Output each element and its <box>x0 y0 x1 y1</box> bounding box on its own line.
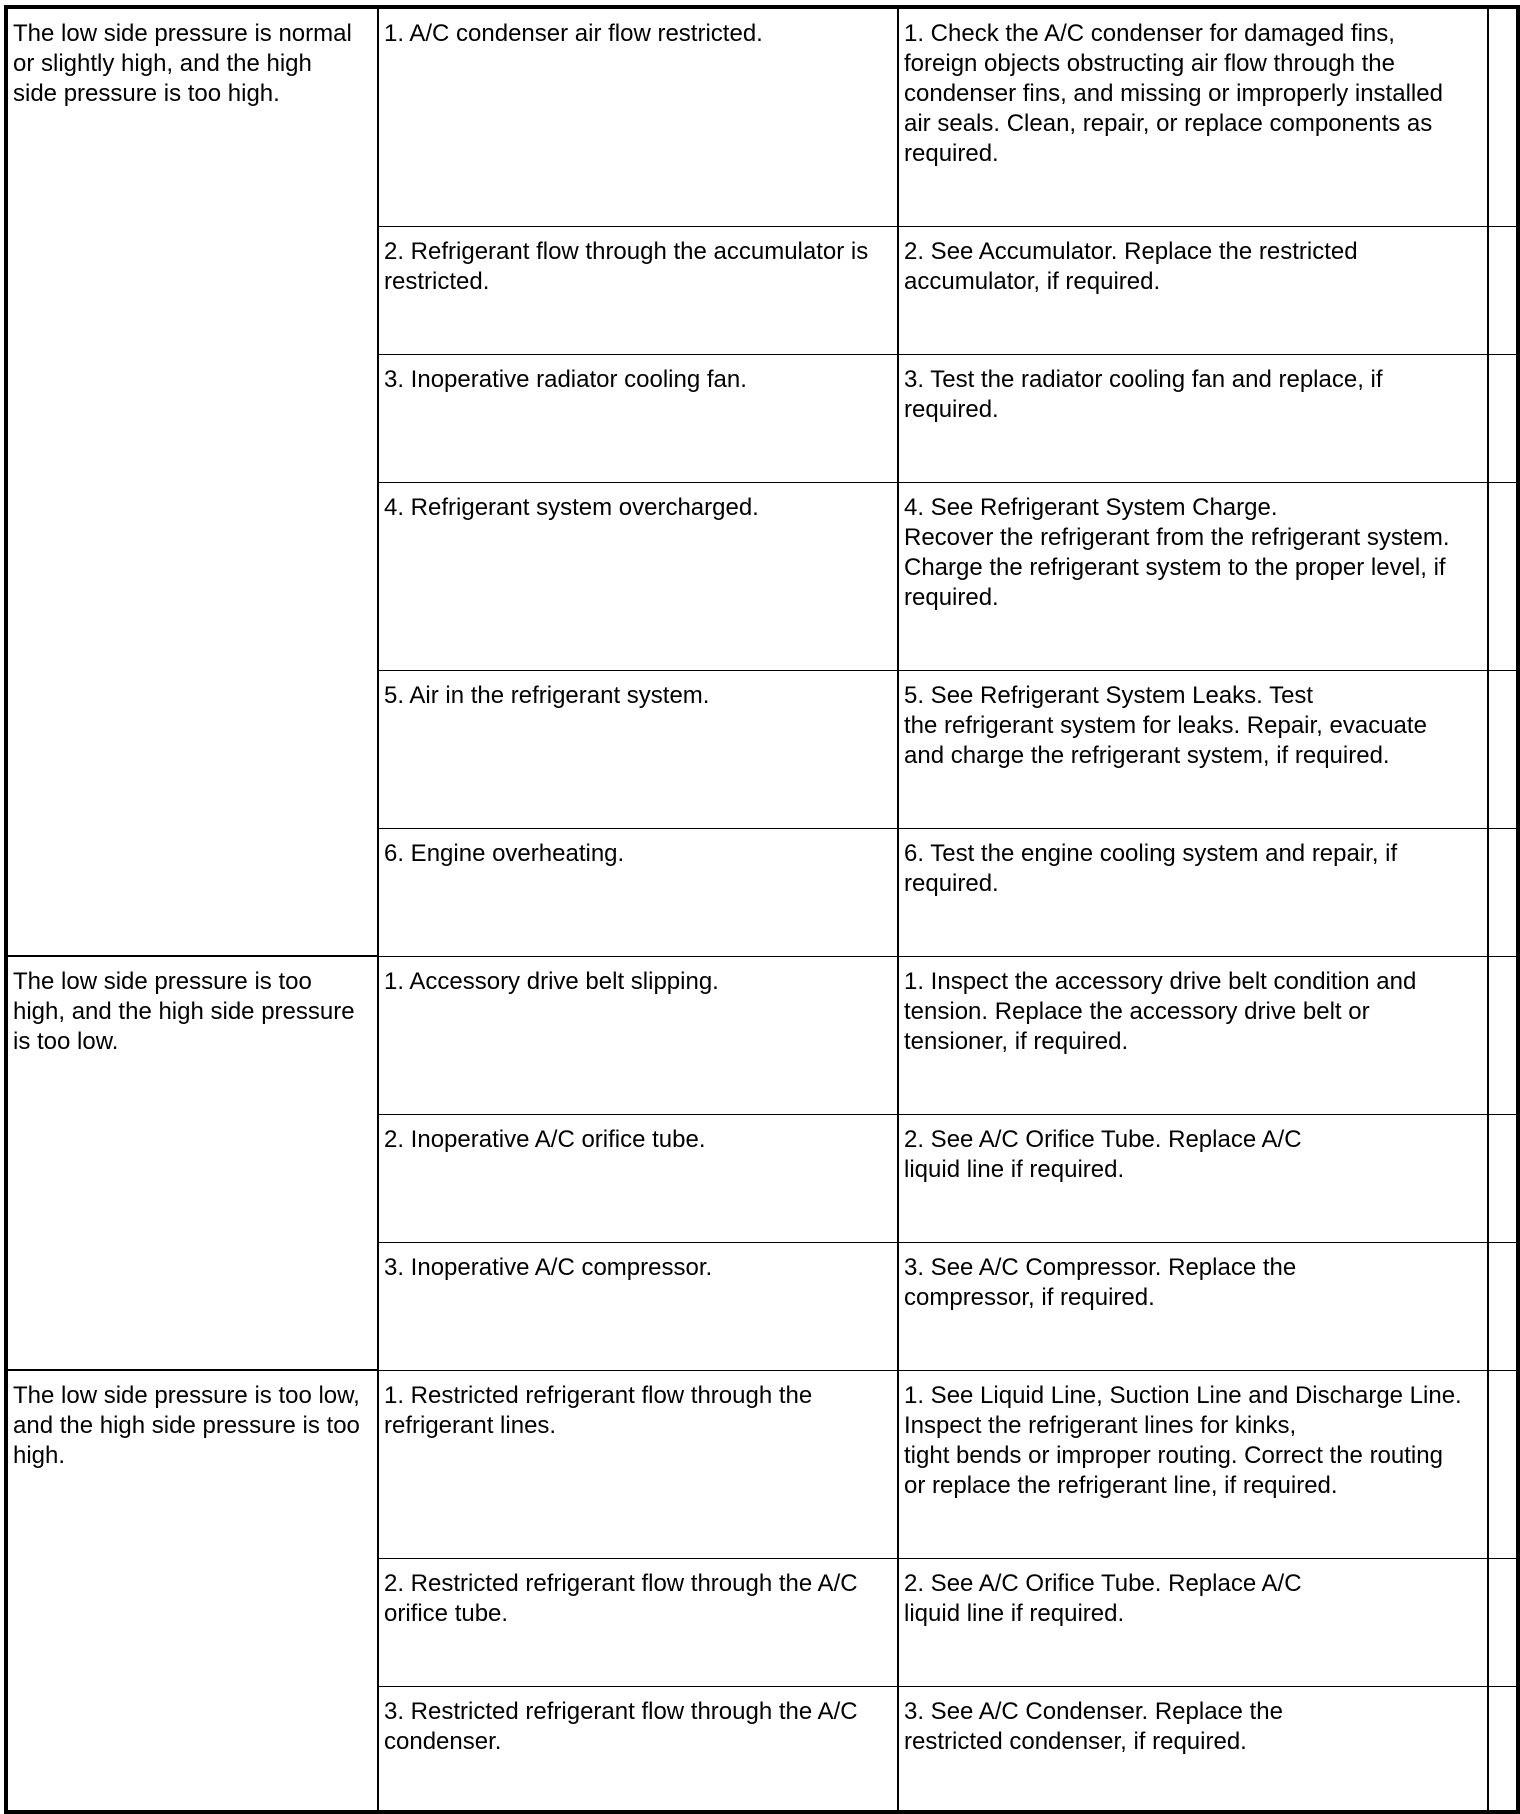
blank-cell <box>1488 956 1518 1114</box>
action-cell: 4. See Refrigerant System Charge. Recover the refrigerant from the refrigerant system. Charge the refrigerant system to the proper level, if required. <box>898 482 1488 670</box>
cause-cell: 1. Restricted refrigerant flow through the refrigerant lines. <box>378 1370 898 1558</box>
table-row <box>6 7 1518 226</box>
table-row <box>6 1370 1518 1558</box>
cause-cell: 2. Inoperative A/C orifice tube. <box>378 1114 898 1242</box>
action-cell: 1. Check the A/C condenser for damaged fins, foreign objects obstructing air flow through the condenser fins, and missing or improperly installed air seals. Clean, repair, or replace components as required. <box>898 7 1488 226</box>
action-cell: 1. See Liquid Line, Suction Line and Discharge Line. Inspect the refrigerant lines for kinks, tight bends or improper routing. Correct the routing or replace the refrigerant line, if required. <box>898 1370 1488 1558</box>
blank-cell <box>1488 354 1518 482</box>
diagnostic-table <box>4 5 1520 1814</box>
cause-cell: 5. Air in the refrigerant system. <box>378 670 898 828</box>
action-cell: 3. See A/C Compressor. Replace the compressor, if required. <box>898 1242 1488 1370</box>
action-cell: 6. Test the engine cooling system and repair, if required. <box>898 828 1488 956</box>
condition-cell: The low side pressure is too high, and the high side pressure is too low. <box>6 956 378 1370</box>
action-cell: 2. See A/C Orifice Tube. Replace A/C liquid line if required. <box>898 1114 1488 1242</box>
action-cell: 3. Test the radiator cooling fan and replace, if required. <box>898 354 1488 482</box>
blank-cell <box>1488 1242 1518 1370</box>
cause-cell: 2. Refrigerant flow through the accumulator is restricted. <box>378 226 898 354</box>
blank-cell <box>1488 226 1518 354</box>
condition-cell: The low side pressure is too low, and the high side pressure is too high. <box>6 1370 378 1812</box>
cause-cell: 3. Restricted refrigerant flow through the A/C condenser. <box>378 1686 898 1812</box>
cause-cell: 3. Inoperative radiator cooling fan. <box>378 354 898 482</box>
action-cell: 1. Inspect the accessory drive belt condition and tension. Replace the accessory drive belt or tensioner, if required. <box>898 956 1488 1114</box>
cause-cell: 6. Engine overheating. <box>378 828 898 956</box>
blank-cell <box>1488 482 1518 670</box>
blank-cell <box>1488 1370 1518 1558</box>
blank-cell <box>1488 828 1518 956</box>
blank-cell <box>1488 1558 1518 1686</box>
blank-cell <box>1488 1114 1518 1242</box>
cause-cell: 4. Refrigerant system overcharged. <box>378 482 898 670</box>
action-cell: 3. See A/C Condenser. Replace the restricted condenser, if required. <box>898 1686 1488 1812</box>
action-cell: 2. See Accumulator. Replace the restricted accumulator, if required. <box>898 226 1488 354</box>
blank-cell <box>1488 1686 1518 1812</box>
blank-cell <box>1488 7 1518 226</box>
condition-cell: The low side pressure is normal or slightly high, and the high side pressure is too high. <box>6 7 378 956</box>
blank-cell <box>1488 670 1518 828</box>
cause-cell: 3. Inoperative A/C compressor. <box>378 1242 898 1370</box>
cause-cell: 1. Accessory drive belt slipping. <box>378 956 898 1114</box>
table-row <box>6 956 1518 1114</box>
cause-cell: 1. A/C condenser air flow restricted. <box>378 7 898 226</box>
cause-cell: 2. Restricted refrigerant flow through the A/C orifice tube. <box>378 1558 898 1686</box>
action-cell: 2. See A/C Orifice Tube. Replace A/C liquid line if required. <box>898 1558 1488 1686</box>
action-cell: 5. See Refrigerant System Leaks. Test the refrigerant system for leaks. Repair, evacuate and charge the refrigerant system, if required. <box>898 670 1488 828</box>
